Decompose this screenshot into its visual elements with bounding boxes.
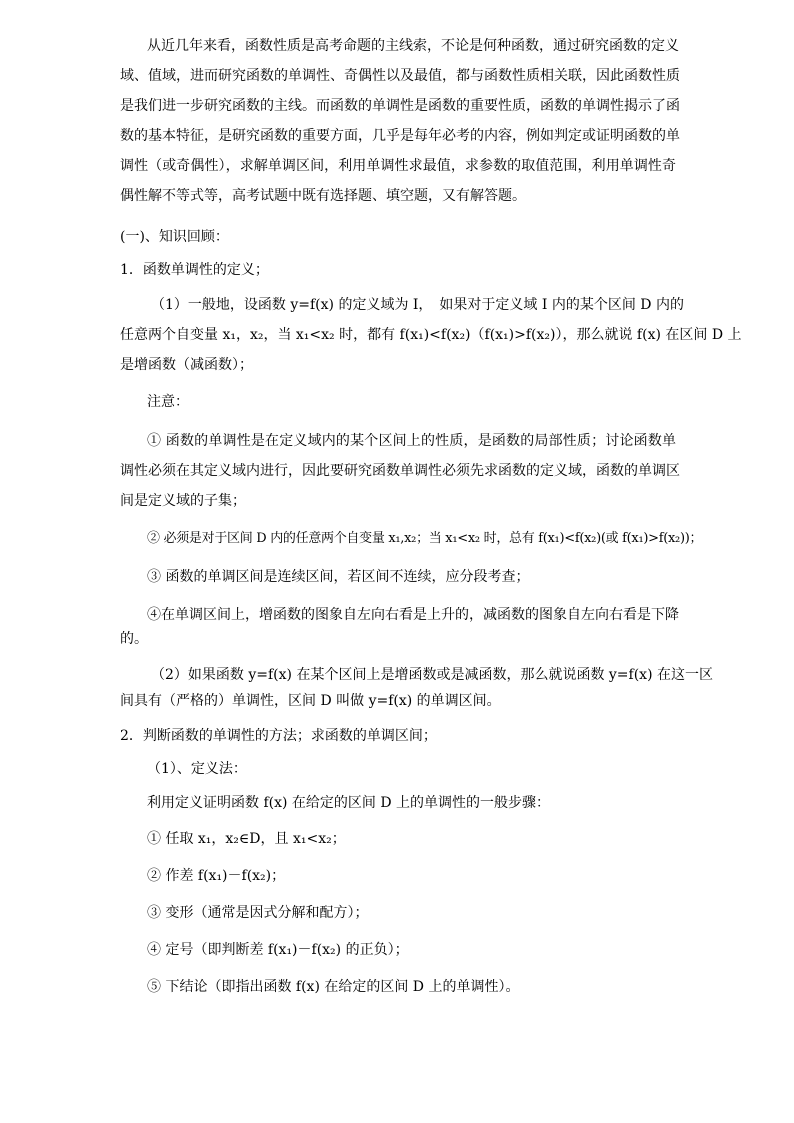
note3: ③ 函数的单调区间是连续区间，若区间不连续，应分段考查；	[147, 569, 530, 585]
step-3: ③ 变形（通常是因式分解和配方）；	[147, 905, 369, 921]
intro-line-1: 从近几年来看，函数性质是高考命题的主线索，不论是何种函数，通过研究函数的定义	[147, 38, 679, 54]
note1-line-3: 间是定义域的子集；	[120, 493, 246, 509]
def2-line-1: （2）如果函数 y=f(x) 在某个区间上是增函数或是减函数，那么就说函数 y=f(x) 在这一区	[151, 667, 713, 683]
note4-line-1: ④在单调区间上，增函数的图象自左向右看是上升的，减函数的图象自左向右看是下降	[147, 607, 679, 623]
step-4: ④ 定号（即判断差 f(x₁)－f(x₂) 的正负）；	[147, 942, 409, 958]
step-1: ① 任取 x₁，x₂∈D，且 x₁<x₂；	[147, 831, 346, 847]
def1-line-2: 任意两个自变量 x₁，x₂，当 x₁<x₂ 时，都有 f(x₁)<f(x₂)（f(x₁)>f(x₂)），那么就说 f(x) 在区间 D 上	[120, 327, 742, 343]
intro-line-6: 偶性解不等式等，高考试题中既有选择题、填空题，又有解答题。	[120, 188, 526, 204]
method1-intro: 利用定义证明函数 f(x) 在给定的区间 D 上的单调性的一般步骤：	[147, 795, 551, 811]
method1-label: （1）、定义法：	[147, 761, 247, 777]
note-label: 注意：	[147, 394, 189, 410]
intro-line-2: 域、值域，进而研究函数的单调性、奇偶性以及最值，都与函数性质相关联，因此函数性质	[120, 68, 680, 84]
note1-line-2: 调性必须在其定义域内进行，因此要研究函数单调性必须先求函数的定义域，函数的单调区	[120, 463, 680, 479]
step-2: ② 作差 f(x₁)－f(x₂)；	[147, 868, 286, 884]
intro-line-3: 是我们进一步研究函数的主线。而函数的单调性是函数的重要性质，函数的单调性揭示了函	[120, 98, 680, 114]
note1-line-1: ① 函数的单调性是在定义域内的某个区间上的性质，是函数的局部性质；讨论函数单	[147, 433, 676, 449]
item1-title: 1．函数单调性的定义；	[120, 262, 269, 278]
item2-title: 2．判断函数的单调性的方法；求函数的单调区间；	[120, 728, 437, 744]
note2: ② 必须是对于区间 D 内的任意两个自变量 x₁,x₂；当 x₁<x₂ 时，总有 f(x₁)<f(x₂)(或 f(x₁)>f(x₂))；	[147, 531, 703, 546]
def2-line-2: 间具有（严格的）单调性，区间 D 叫做 y=f(x) 的单调区间。	[120, 693, 501, 709]
step-5: ⑤ 下结论（即指出函数 f(x) 在给定的区间 D 上的单调性）。	[147, 979, 520, 995]
def1-line-1: （1）一般地，设函数 y=f(x) 的定义域为 I， 如果对于定义域 I 内的某个区间 D 内的	[151, 297, 684, 313]
def1-line-3: 是增函数（减函数）；	[120, 357, 253, 373]
note4-line-2: 的。	[120, 631, 148, 647]
section-heading: (一)、知识回顾：	[120, 229, 229, 245]
intro-line-5: 调性（或奇偶性），求解单调区间，利用单调性求最值，求参数的取值范围，利用单调性奇	[120, 158, 676, 174]
intro-line-4: 数的基本特征，是研究函数的重要方面，几乎是每年必考的内容，例如判定或证明函数的单	[120, 128, 680, 144]
